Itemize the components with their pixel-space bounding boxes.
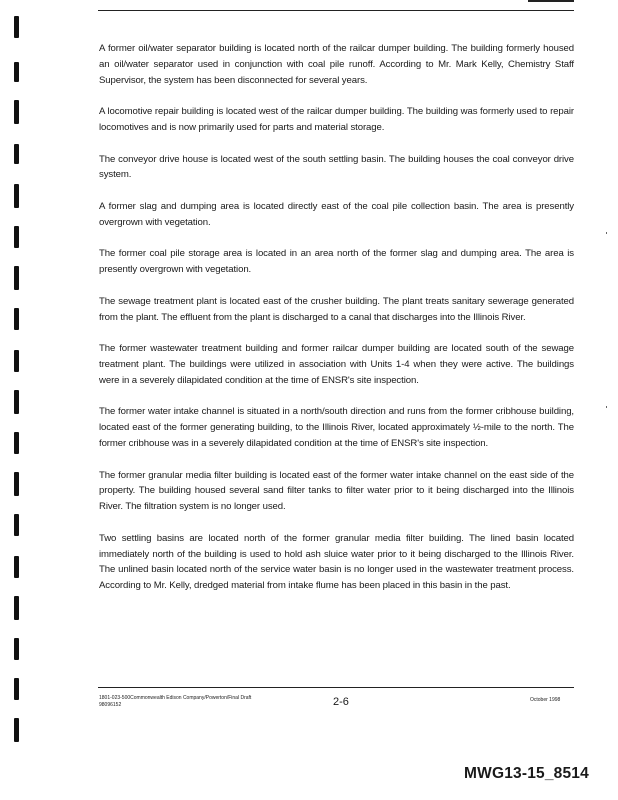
punch-hole (14, 596, 19, 620)
punch-hole (14, 62, 19, 82)
page-number: 2-6 (333, 696, 349, 708)
punch-hole (14, 678, 19, 700)
body-text (99, 41, 574, 610)
punch-hole (14, 390, 19, 414)
footer-doc-line: 1801-023-500Commonwealth Edison Company/Powerton/Final Draft (99, 695, 252, 701)
footer-document-id (99, 695, 319, 708)
footer-doc-number: 98096152 (99, 701, 122, 708)
punch-hole (14, 472, 19, 496)
paragraph: The former water intake channel is situated in a north/south direction and runs from the former cribhouse building, located east of the former generating building, to the Illinois River, located approximately ½-mile to the north. The former cribhouse was in a severely dilapidated condition at the time of ENSR's site inspection. (99, 406, 574, 449)
punch-hole (14, 556, 19, 578)
scan-speck (606, 406, 607, 408)
scan-speck (606, 232, 607, 234)
paragraph: A locomotive repair building is located west of the railcar dumper building. The building was formerly used to repair locomotives and is now primarily used for parts and material storage. (99, 106, 574, 133)
punch-hole (14, 308, 19, 330)
paragraph: The former granular media filter building is located east of the former water intake channel on the east side of the property. The building housed several sand filter tanks to filter water prior to it being discharged into the Illinois River. The filtration system is no longer used. (99, 469, 574, 513)
paragraph: The sewage treatment plant is located east of the crusher building. The plant treats sanitary sewerage generated from the plant. The effluent from the plant is discharged to a canal that discharges into the Illinois River. (99, 295, 574, 323)
punch-hole (14, 16, 19, 38)
paragraph: A former oil/water separator building is located north of the railcar dumper building. The building formerly housed an oil/water separator used in conjunction with coal pile runoff. According to Mr. Mark Kelly, Chemistry Staff Supervisor, the system has been disconnected for several years. (99, 43, 574, 86)
punch-hole (14, 350, 19, 372)
punch-hole (14, 514, 19, 536)
punch-hole (14, 432, 19, 454)
paragraph: The conveyor drive house is located west of the south settling basin. The building houses the coal conveyor drive system. (99, 153, 574, 181)
paragraph: The former wastewater treatment building and former railcar dumper building are located south of the sewage treatment plant. The buildings were utilized in association with Units 1-4 when they were active. The buildings were in a severely dilapidated condition at the time of ENSR's site inspection. (99, 343, 574, 386)
binding-punch-holes (8, 16, 28, 756)
punch-hole (14, 718, 19, 742)
paragraph: Two settling basins are located north of the former granular media filter building. The lined basin located immediately north of the building is used to hold ash sluice water prior to it being discharged to the Illinois River. The unlined basin located north of the service water basin is no longer used in the wastewater treatment process. According to Mr. Kelly, dredged material from intake flume has been placed in this basin in the past. (99, 532, 574, 592)
punch-hole (14, 266, 19, 290)
punch-hole (14, 226, 19, 248)
punch-hole (14, 184, 19, 208)
paragraph: The former coal pile storage area is located in an area north of the former slag and dumping area. The area is presently overgrown with vegetation. (99, 248, 574, 276)
header-rule (98, 10, 574, 11)
footer-date: October 1998 (530, 697, 561, 703)
footer-rule (98, 687, 574, 688)
paragraph: A former slag and dumping area is located directly east of the coal pile collection basin. The area is presently overgrown with vegetation. (99, 200, 574, 228)
header-corner-mark (528, 0, 574, 2)
punch-hole (14, 100, 19, 124)
punch-hole (14, 144, 19, 164)
bates-number: MWG13-15_8514 (464, 765, 589, 782)
punch-hole (14, 638, 19, 660)
